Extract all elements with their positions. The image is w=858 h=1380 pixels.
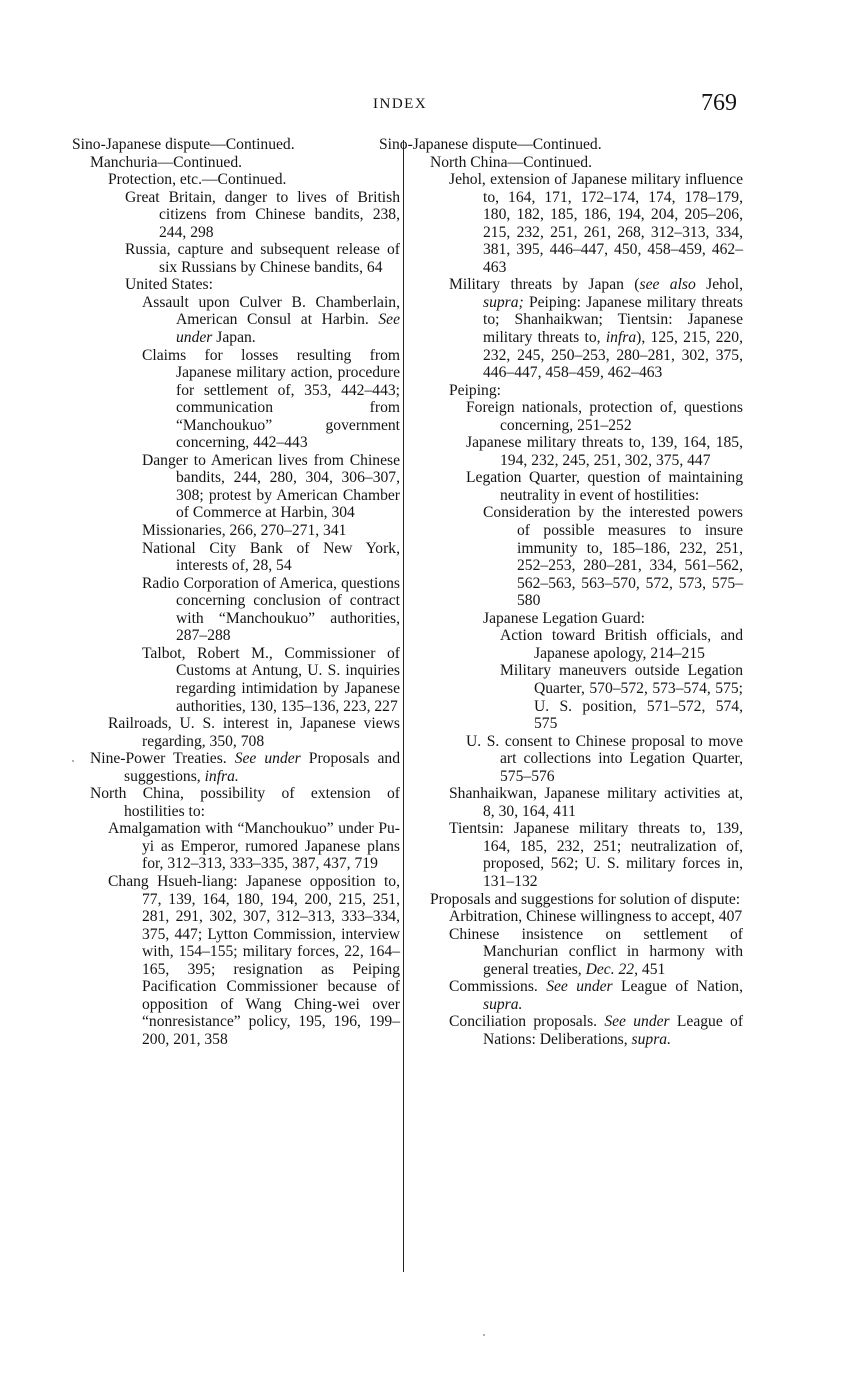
index-entry	[413, 891, 743, 909]
index-entry-text: Military maneuvers outside Legation Quarter, 570–572, 573–574, 575; U. S. position, 571–572, 574, 575	[500, 662, 743, 733]
scan-speck	[72, 760, 74, 762]
index-entry-text: Great Britain, danger to lives of British citizens from Chinese bandits, 238, 244, 298	[125, 188, 400, 241]
index-entry-text: Legation Quarter, question of maintaining neutrality in event of hostilities:	[466, 469, 743, 504]
index-entry-text: Consideration by the interested powers of possible measures to insure immunity to, 185–186, 232, 251, 252–253, 280–281, 334, 561–562, 562–563, 563–570, 572, 573, 575–580	[483, 504, 743, 610]
index-entry	[413, 504, 743, 609]
index-entry-text: Tientsin: Japanese military threats to, 139, 164, 185, 232, 251; neutralization of, proposed, 562; U. S. military forces in, 131–132	[449, 820, 743, 890]
index-entry-text: League of Nation,	[612, 978, 743, 996]
index-entry-text: U. S. consent to Chinese proposal to move art collections into Legation Quarter, 575–576	[466, 732, 743, 785]
index-entry	[413, 978, 743, 1013]
index-entry-text: Jehol, extension of Japanese military influence to, 164, 171, 172–174, 174, 178–179, 180, 182, 185, 186, 194, 204, 205–206, 215, 232, 251, 261, 268, 312–313, 334, 381, 395, 446–447, 450, 458–459, 462–463	[449, 171, 743, 276]
index-entry	[72, 873, 400, 1048]
index-entry	[413, 627, 743, 662]
index-entry-text: Japan.	[212, 329, 256, 347]
index-entry-text: Japanese Legation Guard:	[483, 609, 645, 627]
index-entry-text: Russia, capture and subsequent release of six Russians by Chinese bandits, 64	[125, 241, 400, 276]
index-entry	[72, 171, 400, 189]
index-entry-text: Proposals and suggestions for solution of dispute:	[430, 890, 741, 908]
index-entry-text: Assault upon Culver B. Chamberlain, American Consul at Harbin.	[142, 293, 400, 329]
index-entry	[413, 1013, 743, 1048]
index-entry	[413, 785, 743, 820]
index-entry	[72, 154, 400, 172]
index-entry-text: Manchuria—Continued.	[90, 153, 243, 171]
index-entry-text: United States:	[125, 276, 213, 294]
index-entry-text: Chang Hsueh-liang: Japanese opposition to, 77, 139, 164, 180, 194, 200, 215, 251, 281, 291, 302, 307, 312–313, 333–334, 375, 447; Lytton Commission, interview with, 154–155; military forces, 22, 164–165, 395; resignation as Peiping Pacification Commissioner because of opposition of Wang Ching-wei over “nonresistance” policy, 195, 196, 199–200, 201, 358	[108, 872, 400, 1048]
index-entry-text: Commissions.	[449, 978, 547, 996]
index-entry	[72, 750, 400, 785]
index-entry-text: Action toward British officials, and Japanese apology, 214–215	[500, 627, 743, 662]
index-entry	[72, 189, 400, 242]
index-entry-text: North China, possibility of extension of hostilities to:	[90, 785, 400, 820]
index-entry-italic-text: infra.	[204, 767, 239, 785]
index-entry	[72, 715, 400, 750]
index-entry-text: Peiping: Japanese military threats to; Shanhaikwan; Tientsin: Japanese military threats to,	[483, 293, 743, 347]
index-entry-text: 451	[638, 960, 666, 978]
index-entry-text: Japanese military threats to, 139, 164, 185, 194, 232, 245, 251, 302, 375, 447	[466, 434, 743, 469]
scan-speck	[483, 1334, 485, 1336]
index-entry-text: National City Bank of New York, interests of, 28, 54	[142, 539, 400, 575]
index-entry-text: ), 125, 215, 220, 232, 245, 250–253, 280–281, 302, 375, 446–447, 458–459, 462–463	[483, 329, 743, 382]
index-entry	[72, 540, 400, 575]
index-entry	[413, 662, 743, 732]
index-entry-text: Nine-Power Treaties.	[90, 750, 235, 768]
index-entry-text: Railroads, U. S. interest in, Japanese views regarding, 350, 708	[108, 715, 400, 750]
index-entry-italic-text: supra.	[483, 995, 523, 1013]
index-entry-text: Military threats by Japan (	[449, 276, 640, 294]
index-entry-text: Proposals and suggestions,	[124, 750, 400, 785]
index-entry-text: Missionaries, 266, 270–271, 341	[142, 522, 347, 540]
index-entry	[72, 136, 400, 154]
right-index-column	[379, 136, 744, 1048]
index-entry	[379, 136, 743, 154]
index-entry-italic-text: infra	[605, 329, 637, 347]
index-entry	[72, 645, 400, 715]
index-entry	[413, 276, 743, 381]
index-entry-italic-text: See under	[234, 750, 301, 768]
index-entry-italic-text: See under	[604, 1013, 670, 1031]
index-entry-text: Foreign nationals, protection of, questions concerning, 251–252	[466, 399, 743, 434]
index-entry	[413, 434, 743, 469]
index-entry	[413, 469, 743, 504]
index-entry-italic-text: See under	[176, 311, 400, 347]
index-entry-italic-text: Dec. 22,	[585, 960, 639, 978]
index-entry-text: Protection, etc.—Continued.	[108, 171, 287, 189]
index-entry	[72, 575, 400, 645]
index-entry-text: Peiping:	[449, 381, 501, 399]
index-entry	[413, 171, 743, 276]
index-entry-text: Arbitration, Chinese willingness to accept, 407	[449, 908, 743, 926]
index-entry-text: North China—Continued.	[430, 153, 592, 171]
index-entry	[72, 294, 400, 347]
index-entry-text: Sino-Japanese dispute—Continued.	[72, 136, 295, 153]
index-entry	[72, 522, 400, 540]
index-entry	[72, 347, 400, 452]
index-entry	[413, 733, 743, 786]
index-entry-text: Talbot, Robert M., Commissioner of Customs at Antung, U. S. inquiries regarding intimidation by Japanese authorities, 130, 135–136, 223, 227	[142, 644, 400, 715]
page-number: 769	[701, 90, 737, 116]
left-index-column	[72, 136, 400, 1048]
index-entry-text: Danger to American lives from Chinese bandits, 244, 280, 304, 306–307, 308; protest by American Chamber of Commerce at Harbin, 304	[142, 451, 400, 522]
index-entry	[413, 908, 743, 926]
index-entry-text: Sino-Japanese dispute—Continued.	[379, 136, 602, 153]
index-entry	[413, 820, 743, 890]
index-entry-italic-text: See under	[546, 978, 613, 996]
running-head-title: INDEX	[373, 96, 428, 112]
index-entry-italic-text: supra;	[483, 293, 524, 311]
index-entry-text: Shanhaikwan, Japanese military activities at, 8, 30, 164, 411	[449, 785, 743, 820]
index-entry	[413, 399, 743, 434]
index-entry-italic-text: supra.	[631, 1030, 671, 1048]
index-entry	[413, 382, 743, 400]
index-entry	[72, 820, 400, 873]
index-entry-text: Amalgamation with “Manchoukuo” under Pu-yi as Emperor, rumored Japanese plans for, 312–313, 333–335, 387, 437, 719	[108, 820, 400, 873]
index-entry	[72, 276, 400, 294]
index-entry-text: Jehol,	[695, 276, 743, 294]
column-divider	[403, 140, 404, 1272]
index-entry-text: Conciliation proposals.	[449, 1013, 605, 1031]
index-entry-text: League of Nations: Deliberations,	[483, 1013, 744, 1048]
page-header	[0, 90, 858, 122]
index-entry	[72, 452, 400, 522]
index-entry	[413, 610, 743, 628]
index-entry	[413, 926, 743, 979]
index-entry	[72, 785, 400, 820]
index-entry-italic-text: see also	[639, 276, 696, 294]
index-entry-text: Radio Corporation of America, questions concerning conclusion of contract with “Manchoukuo” authorities, 287–288	[142, 574, 400, 645]
index-entry-text: Chinese insistence on settlement of Manchurian conflict in harmony with general treaties,	[449, 925, 743, 978]
index-entry-text: Claims for losses resulting from Japanese military action, procedure for settlement of, 353, 442–443; communication from “Manchoukuo” government concerning, 442–443	[142, 346, 400, 452]
index-entry	[413, 154, 743, 172]
index-entry	[72, 241, 400, 276]
